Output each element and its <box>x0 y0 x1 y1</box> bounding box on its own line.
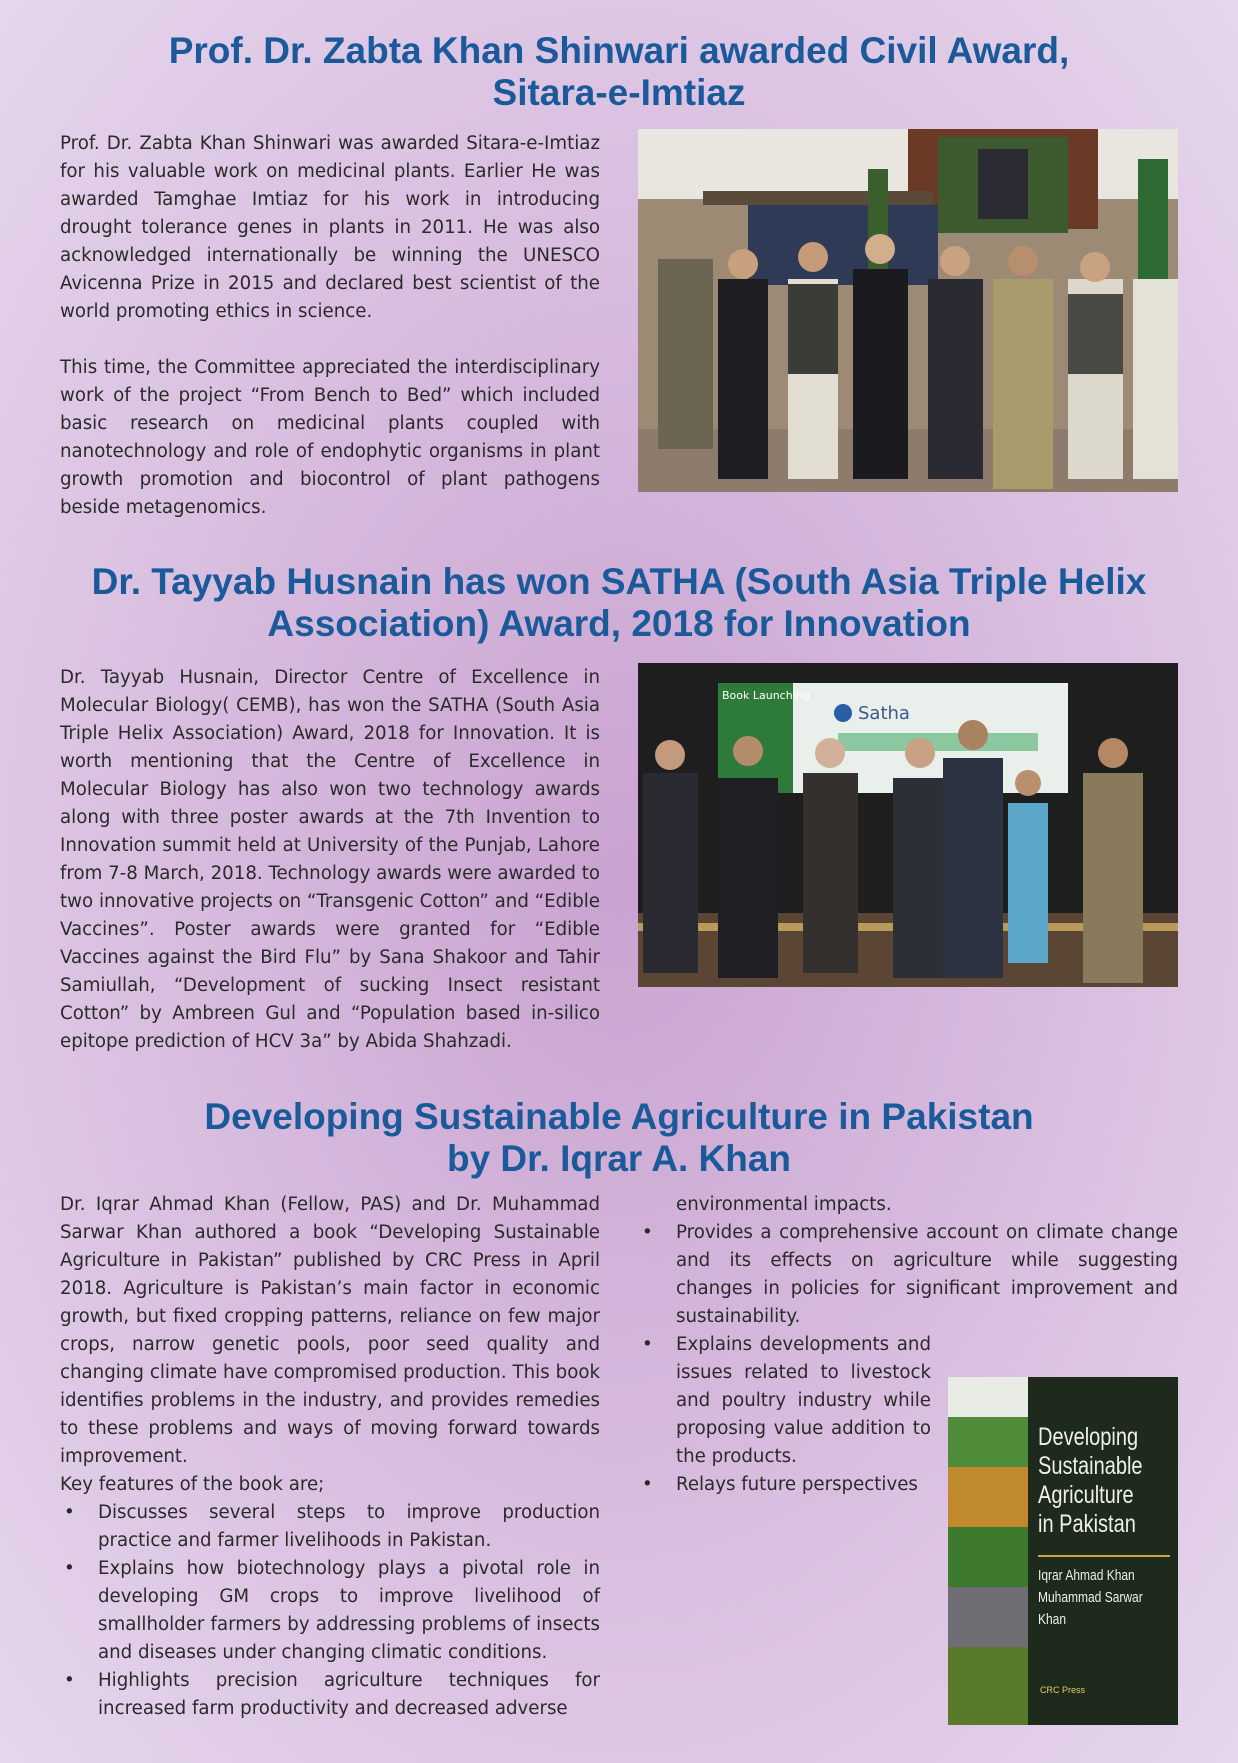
satha-award-photo <box>638 663 1178 987</box>
book-title-line2: Sustainable <box>1038 1452 1143 1480</box>
section1-title-line2: Sitara-e-Imtiaz <box>492 72 746 113</box>
key-features-list <box>60 1499 600 1723</box>
section1-paragraph-2: This time, the Committee appreciated the interdisciplinary work of the project “From Bench to Bed” which included basic research on medicinal plants coupled with nanotechnology and role of endophytic organisms in plant growth promotion and biocontrol of plant pathogens beside metagenomics. <box>60 357 600 518</box>
section1-paragraph-1: Prof. Dr. Zabta Khan Shinwari was awarded Sitara-e-Imtiaz for his valuable work on medicinal plants. Earlier He was awarded Tamghae Imtiaz for his work in introducing drought tolerance genes in plants in 2011. He was also acknowledged internationally be winning the UNESCO Avicenna Prize in 2015 and declared best scientist of the world promoting ethics in science. <box>60 133 600 322</box>
feature-climate-change: • Provides a comprehensive account on climate change and its effects on agriculture while suggesting changes in policies for significant improvement and sustainability. <box>638 1219 1178 1331</box>
book-cover-authors <box>1038 1565 1158 1631</box>
feature-livestock: • Explains developments and issues related to livestock and poultry industry while proposing value addition to the products. <box>638 1331 931 1471</box>
book-cover-title <box>1038 1423 1147 1539</box>
book-author2: Muhammad Sarwar Khan <box>1038 1589 1143 1628</box>
book-cover-divider <box>1038 1555 1170 1557</box>
section1-title <box>0 30 1238 114</box>
book-publisher: CRC Press <box>1040 1685 1086 1695</box>
banner-satha-logo: Satha <box>858 703 910 724</box>
section3-title-line2: by Dr. Iqrar A. Khan <box>446 1138 792 1179</box>
feature-future-perspectives: • Relays future perspectives <box>638 1471 931 1499</box>
section3-title-line1: Developing Sustainable Agriculture in Pakistan <box>204 1096 1034 1137</box>
section2-title <box>0 561 1238 645</box>
feature-production: • Discusses several steps to improve production practice and farmer livelihoods in Pakistan. <box>60 1499 600 1555</box>
key-features-label: Key features of the book are; <box>60 1474 325 1495</box>
section1-title-line1: Prof. Dr. Zabta Khan Shinwari awarded Civil Award, <box>168 30 1070 71</box>
section3-left-column <box>60 1191 600 1723</box>
book-title-line3: Agriculture <box>1038 1481 1134 1509</box>
section2-title-line1: Dr. Tayyab Husnain has won SATHA (South Asia Triple Helix <box>91 561 1147 602</box>
book-title-line4: in Pakistan <box>1038 1510 1136 1538</box>
section3-intro: Dr. Iqrar Ahmad Khan (Fellow, PAS) and Dr. Muhammad Sarwar Khan authored a book “Developing Sustainable Agriculture in Pakistan” published by CRC Press in April 2018. Agriculture is Pakistan’s main factor in economic growth, but fixed cropping patterns, reliance on few major crops, narrow genetic pools, poor seed quality and changing climate have compromised production. This book identifies problems in the industry, and provides remedies to these problems and ways of moving forward towards improvement. <box>60 1194 600 1467</box>
feature-precision-agriculture: • Highlights precision agriculture techniques for increased farm productivity and decreased adverse <box>60 1667 600 1723</box>
section3-title <box>0 1096 1238 1180</box>
section1-text <box>60 130 600 522</box>
book-title-line1: Developing <box>1038 1423 1139 1451</box>
feature-biotechnology: • Explains how biotechnology plays a pivotal role in developing GM crops to improve livelihood of smallholder farmers by addressing problems of insects and diseases under changing climatic conditions. <box>60 1555 600 1667</box>
banner-book-launching: Book Launching <box>722 689 810 702</box>
book-cover-image <box>948 1377 1178 1725</box>
book-author1: Iqrar Ahmad Khan <box>1038 1567 1135 1584</box>
feature-continuation: environmental impacts. <box>676 1194 892 1215</box>
award-ceremony-photo <box>638 129 1178 492</box>
section2-paragraph: Dr. Tayyab Husnain, Director Centre of Excellence in Molecular Biology( CEMB), has won the SATHA (South Asia Triple Helix Association) Award, 2018 for Innovation. It is worth mentioning that the Centre of Excellence in Molecular Biology has also won two technology awards along with three poster awards at the 7th Invention to Innovation summit held at University of the Punjab, Lahore from 7-8 March, 2018. Technology awards were awarded to two innovative projects on “Transgenic Cotton” and “Edible Vaccines”. Poster awards were granted for “Edible Vaccines against the Bird Flu” by Sana Shakoor and Tahir Samiullah, “Development of sucking Insect resistant Cotton” by Ambreen Gul and “Population based in-silico epitope prediction of HCV 3a” by Abida Shahzadi. <box>60 667 600 1052</box>
section2-title-line2: Association) Award, 2018 for Innovation <box>267 603 971 644</box>
